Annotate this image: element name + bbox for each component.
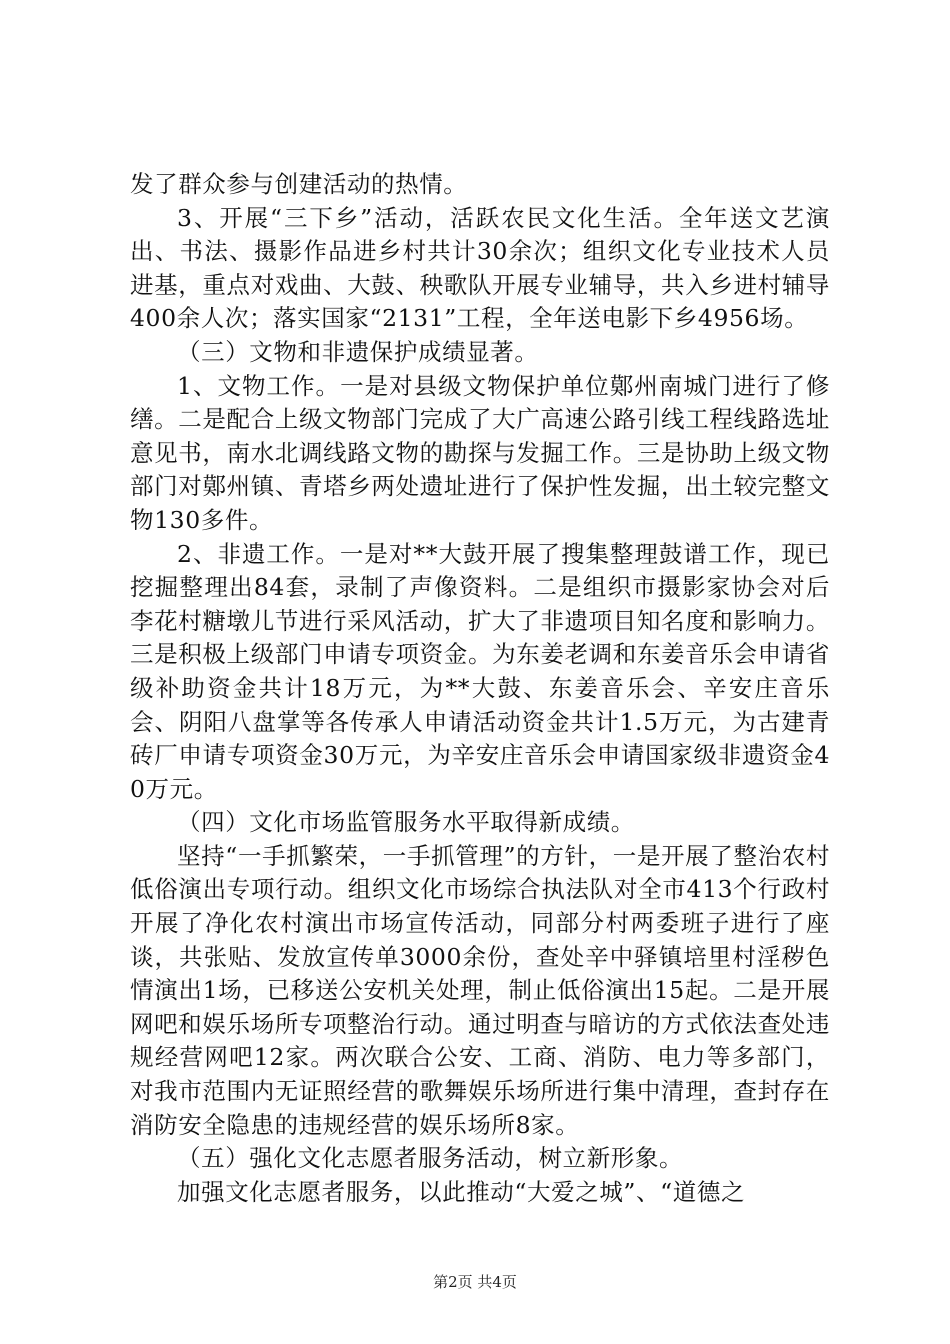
page-footer <box>0 1272 950 1292</box>
section-heading-market-supervision: （四）文化市场监管服务水平取得新成绩。 <box>177 808 635 837</box>
paragraph-three-to-countryside: 3、开展“三下乡”活动，活跃农民文化生活。全年送文艺演出、书法、摄影作品进乡村共计30余次；组织文化专业技术人员进基，重点对戏曲、大鼓、秧歌队开展专业辅导，共入乡进村辅导400余人次；落实国家“2131”工程，全年送电影下乡4956场。 <box>130 203 830 333</box>
paragraph-intangible-heritage: 2、非遗工作。一是对**大鼓开展了搜集整理鼓谱工作，现已挖掘整理出84套，录制了声像资料。二是组织市摄影家协会对后李花村糖墩儿节进行采风活动，扩大了非遗项目知名度和影响力。三是积极上级部门申请专项资金。为东姜老调和东姜音乐会申请省级补助资金共计18万元，为**大鼓、东姜音乐会、辛安庄音乐会、阴阳八盘掌等各传承人申请活动资金共计1.5万元，为古建青砖厂申请专项资金30万元，为辛安庄音乐会申请国家级非遗资金40万元。 <box>130 539 830 803</box>
page-number-label: 第2页 共4页 <box>433 1273 517 1291</box>
paragraph-market-supervision: 坚持“一手抓繁荣，一手抓管理”的方针，一是开展了整治农村低俗演出专项行动。组织文化市场综合执法队对全市413个行政村开展了净化农村演出市场宣传活动，同部分村两委班子进行了座谈，共张贴、发放宣传单3000余份，查处辛中驿镇培里村淫秽色情演出1场，已移送公安机关处理，制止低俗演出15起。二是开展网吧和娱乐场所专项整治行动。通过明查与暗访的方式依法查处违规经营网吧12家。两次联合公安、工商、消防、电力等多部门，对我市范围内无证照经营的歌舞娱乐场所进行集中清理，查封存在消防安全隐患的违规经营的娱乐场所8家。 <box>130 841 830 1139</box>
document-body <box>130 168 830 1209</box>
paragraph-continuation: 发了群众参与创建活动的热情。 <box>130 170 468 198</box>
paragraph-relics-work: 1、文物工作。一是对县级文物保护单位鄚州南城门进行了修缮。二是配合上级文物部门完成了大广高速公路引线工程线路选址意见书，南水北调线路文物的勘探与发掘工作。三是协助上级文物部门对鄚州镇、青塔乡两处遗址进行了保护性发掘，出土较完整文物130多件。 <box>130 371 830 534</box>
section-heading-volunteers: （五）强化文化志愿者服务活动，树立新形象。 <box>177 1144 684 1173</box>
section-heading-heritage: （三）文物和非遗保护成绩显著。 <box>177 337 539 366</box>
paragraph-volunteers: 加强文化志愿者服务，以此推动“大爱之城”、“道德之 <box>177 1177 746 1206</box>
